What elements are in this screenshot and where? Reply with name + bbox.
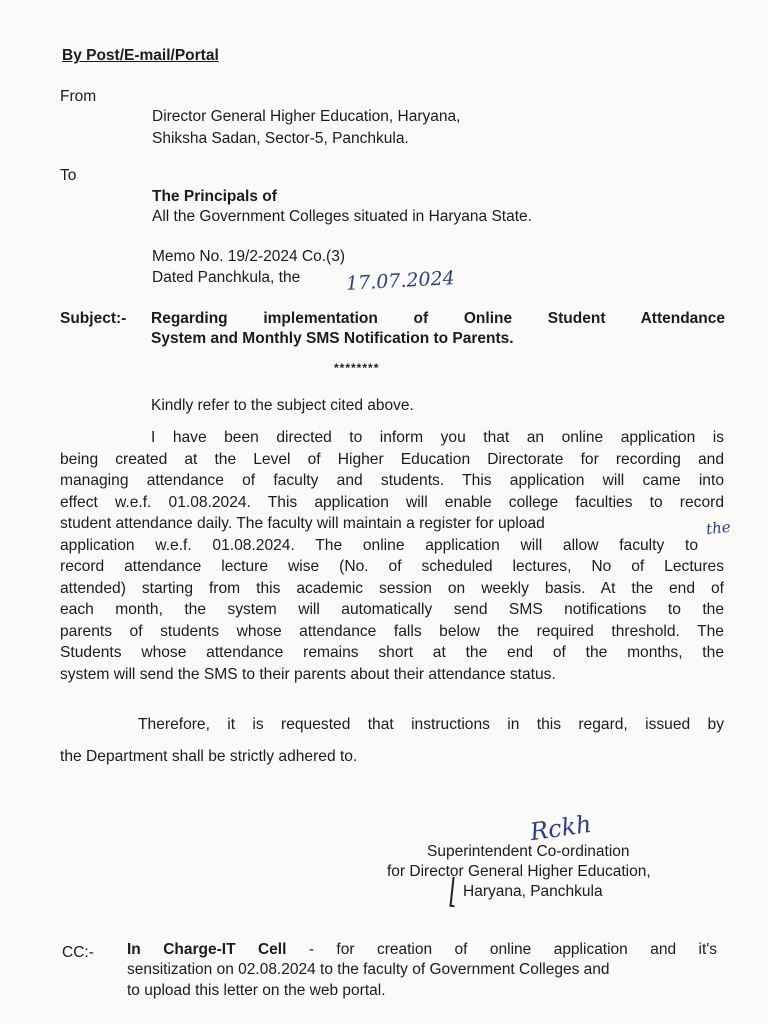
separator: ******** (334, 361, 380, 375)
cc-line-1 (127, 940, 717, 960)
subject-label: Subject:- (60, 310, 127, 327)
to-label: To (60, 167, 77, 184)
para2-line: Therefore, it is requested that instructions in this regard, issued by (138, 716, 724, 733)
memo-number: Memo No. 19/2-2024 Co.(3) (152, 248, 345, 265)
paragraph-2 (60, 714, 724, 767)
cc-label: CC:- (62, 944, 94, 961)
para1-line: being created at the Level of Higher Education Directorate for recording and (60, 450, 724, 468)
para1-line: I have been directed to inform you that an online application is (151, 429, 724, 446)
para1-line: system will send the SMS to their parents about their attendance status. (60, 665, 556, 683)
para1-line: student attendance daily. The faculty will maintain a register for upload (60, 515, 545, 532)
para1-line: Students whose attendance remains short at the end of the months, the (60, 644, 724, 661)
cc-line-2: sensitization on 02.08.2024 to the faculty of Government Colleges and (127, 961, 610, 978)
signature-scribble: Rckh (528, 809, 594, 847)
para1-line: managing attendance of faculty and students. This application will came into (60, 472, 724, 489)
para1-line: application w.e.f. 01.08.2024. The online application will allow faculty to (60, 536, 698, 554)
subject-line-2: System and Monthly SMS Notification to Parents. (151, 330, 514, 347)
subject-line-1: Regarding implementation of Online Student Attendance (151, 310, 725, 327)
to-line-2: All the Government Colleges situated in Haryana State. (152, 208, 532, 225)
para1-line: each month, the system will automatically send SMS notifications to the (60, 601, 724, 618)
handwritten-insert: the (705, 517, 732, 539)
cc-line-3: to upload this letter on the web portal. (127, 982, 386, 999)
cc-recipient: In Charge-IT Cell (127, 941, 287, 958)
dispatch-mode: By Post/E-mail/Portal (62, 47, 219, 64)
from-label: From (60, 88, 97, 105)
intro-line: Kindly refer to the subject cited above. (151, 397, 414, 414)
signature-line-2: for Director General Higher Education, (387, 863, 651, 880)
paragraph-1 (60, 427, 724, 685)
memo-dated-label: Dated Panchkula, the (152, 269, 301, 286)
para1-line: parents of students whose attendance falls below the required threshold. The (60, 622, 724, 640)
para1-line: effect w.e.f. 01.08.2024. This application will enable college faculties to record (60, 493, 724, 511)
handwritten-date: 17.07.2024 (345, 267, 456, 295)
from-line-2: Shiksha Sadan, Sector-5, Panchkula. (152, 130, 409, 147)
from-line-1: Director General Higher Education, Haryana, (152, 108, 461, 125)
cc-line-1-rest: - for creation of online application and it's (286, 941, 717, 958)
para1-line: attended) starting from this academic session on weekly basis. At the end of (60, 579, 724, 597)
para1-line: record attendance lecture wise (No. of scheduled lectures, No of Lectures (60, 558, 724, 575)
para2-line: the Department shall be strictly adhered to. (60, 747, 358, 765)
signature-line-1: Superintendent Co-ordination (427, 843, 630, 860)
to-line-1: The Principals of (152, 188, 277, 205)
signature-line-3: Haryana, Panchkula (463, 883, 603, 900)
